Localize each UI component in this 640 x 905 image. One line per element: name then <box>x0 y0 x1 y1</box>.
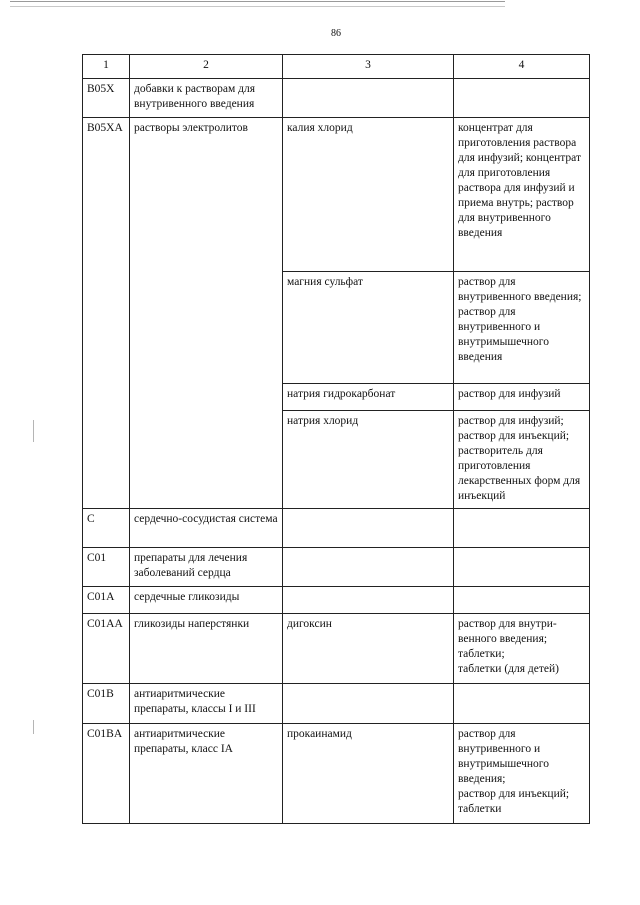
group-name: препараты для лечения заболеваний сердца <box>130 548 283 587</box>
scan-margin-mark <box>33 420 34 442</box>
drug-name <box>283 684 454 724</box>
group-name: добавки к растворам для внутривенного введения <box>130 79 283 118</box>
column-header-drug: 3 <box>283 55 454 79</box>
atc-code: C01 <box>83 548 130 587</box>
drug-name <box>283 509 454 548</box>
page-number: 86 <box>331 28 341 39</box>
table-row <box>83 587 590 614</box>
table-row <box>83 548 590 587</box>
drug-name: натрия гидрокарбонат <box>283 384 454 411</box>
dosage-forms <box>454 684 590 724</box>
dosage-forms <box>454 509 590 548</box>
dosage-forms <box>454 79 590 118</box>
drug-name: дигоксин <box>283 614 454 684</box>
atc-code: B05X <box>83 79 130 118</box>
atc-code: C01B <box>83 684 130 724</box>
table-header-row <box>83 55 590 79</box>
group-name: сердечно-сосудистая система <box>130 509 283 548</box>
table-row <box>83 509 590 548</box>
column-header-group: 2 <box>130 55 283 79</box>
drug-name: калия хлорид <box>283 118 454 272</box>
drug-name: прокаинамид <box>283 724 454 824</box>
medicines-table <box>82 54 590 824</box>
column-header-forms: 4 <box>454 55 590 79</box>
drug-name: магния сульфат <box>283 272 454 384</box>
group-name: растворы электролитов <box>130 118 283 509</box>
dosage-forms: раствор для внутри- венного введения; таблетки; таблетки (для детей) <box>454 614 590 684</box>
group-name: антиаритмические препараты, классы I и III <box>130 684 283 724</box>
atc-code: C01A <box>83 587 130 614</box>
table-row <box>83 118 590 272</box>
dosage-forms: концентрат для приготовления раствора для инфузий; концентрат для приготовления раствора для инфузий и приема внутрь; раствор для внутривенного введения <box>454 118 590 272</box>
group-name: гликозиды наперстянки <box>130 614 283 684</box>
atc-code: C01BA <box>83 724 130 824</box>
table-row <box>83 79 590 118</box>
atc-code: B05XA <box>83 118 130 509</box>
dosage-forms <box>454 587 590 614</box>
drug-name <box>283 79 454 118</box>
drug-name <box>283 548 454 587</box>
dosage-forms: раствор для инфузий <box>454 384 590 411</box>
scan-edge-line <box>10 1 505 2</box>
group-name: сердечные гликозиды <box>130 587 283 614</box>
dosage-forms <box>454 548 590 587</box>
dosage-forms: раствор для внутривенного введения; раствор для внутривенного и внутримышечного введения <box>454 272 590 384</box>
dosage-forms: раствор для инфузий; раствор для инъекций; растворитель для приготовления лекарственных форм для инъекций <box>454 411 590 509</box>
drug-name <box>283 587 454 614</box>
atc-code: C01AA <box>83 614 130 684</box>
dosage-forms: раствор для внутривенного и внутримышечного введения; раствор для инъекций; таблетки <box>454 724 590 824</box>
scan-margin-mark <box>33 720 34 734</box>
group-name: антиаритмические препараты, класс IA <box>130 724 283 824</box>
atc-code: C <box>83 509 130 548</box>
table-row <box>83 724 590 824</box>
table-row <box>83 614 590 684</box>
column-header-code: 1 <box>83 55 130 79</box>
scan-edge-line-faint <box>10 6 505 7</box>
table-row <box>83 684 590 724</box>
drug-name: натрия хлорид <box>283 411 454 509</box>
